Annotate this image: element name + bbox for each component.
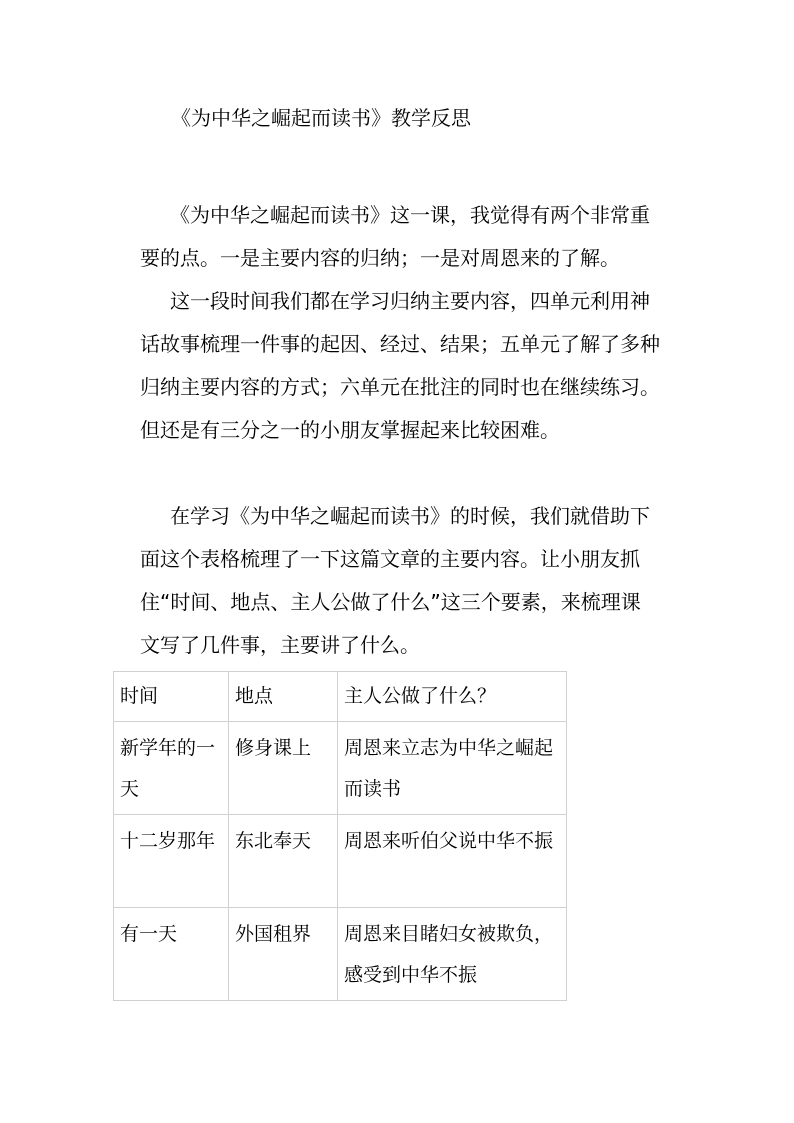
table-cell: 外国租界 [229,908,338,1001]
table-cell: 东北奉天 [229,815,338,908]
header-place: 地点 [229,672,338,722]
table-cell: 修身课上 [229,722,338,815]
paragraph-1: 《为中华之崛起而读书》这一课，我觉得有两个非常重要的点。一是主要内容的归纳；一是对周恩来的了解。 [140,203,650,270]
table-cell: 新学年的一天 [114,722,229,815]
table-cell: 周恩来立志为中华之崛起而读书 [338,722,567,815]
table-cell: 周恩来目睹妇女被欺负，感受到中华不振 [338,908,567,1001]
document-title: 《为中华之崛起而读书》教学反思 [171,106,471,130]
table-header-row [114,672,567,722]
table-cell: 十二岁那年 [114,815,229,908]
table-row [114,908,567,1001]
header-action: 主人公做了什么？ [338,672,567,722]
header-time: 时间 [114,672,229,722]
content-summary-table [113,671,567,1001]
table-row [114,722,567,815]
paragraph-3: 在学习《为中华之崛起而读书》的时候，我们就借助下面这个表格梳理了一下这篇文章的主要内容。让小朋友抓住“时间、地点、主人公做了什么”这三个要素，来梳理课文写了几件事，主要讲了什么。 [140,504,650,657]
paragraph-2: 这一段时间我们都在学习归纳主要内容，四单元利用神话故事梳理一件事的起因、经过、结果；五单元了解了多种归纳主要内容的方式；六单元在批注的同时也在继续练习。但还是有三分之一的小朋友掌握起来比较困难。 [140,289,660,442]
table-cell: 周恩来听伯父说中华不振 [338,815,567,908]
table-cell: 有一天 [114,908,229,1001]
table-row [114,815,567,908]
